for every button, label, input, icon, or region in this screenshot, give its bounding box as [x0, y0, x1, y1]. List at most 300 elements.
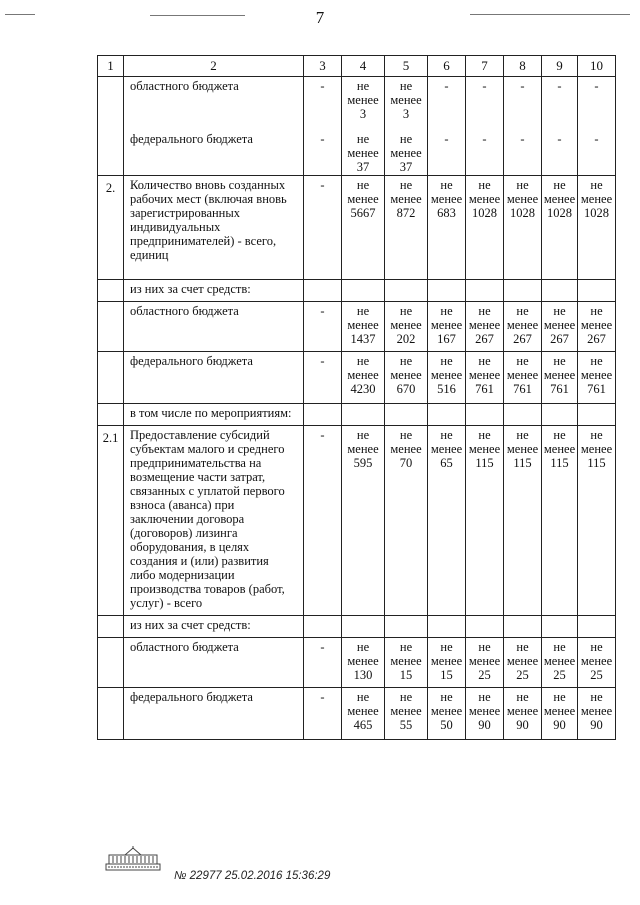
- value-cell: [542, 302, 578, 352]
- row-label: [124, 404, 304, 426]
- text-line: 465: [353, 718, 373, 732]
- value-cell: [578, 426, 616, 616]
- text-line: менее: [390, 192, 422, 206]
- text-line: 761: [550, 382, 569, 396]
- text-line: -: [594, 79, 599, 93]
- text-line: возмещение части затрат,: [130, 470, 266, 484]
- text-line: менее: [468, 192, 501, 206]
- text-line: не: [440, 304, 453, 318]
- text-line: не: [590, 428, 603, 442]
- value-cell: [428, 638, 466, 688]
- text-line: не: [478, 354, 491, 368]
- text-line: не: [516, 304, 529, 318]
- text-line: 115: [513, 456, 532, 470]
- value-cell: [385, 404, 428, 426]
- text-line: не: [399, 79, 413, 93]
- row-number: [98, 280, 124, 302]
- text-line: взноса (аванса) при: [130, 498, 235, 512]
- value-cell: [578, 302, 616, 352]
- text-line: не: [399, 690, 413, 704]
- header-row: [98, 56, 616, 77]
- text-line: не: [399, 354, 413, 368]
- row-label: [124, 688, 304, 740]
- text-line: не: [516, 354, 529, 368]
- text-line: (договоров) лизинга: [130, 526, 238, 540]
- text-line: не: [478, 304, 491, 318]
- value-cell: [542, 616, 578, 638]
- text-line: 1028: [510, 206, 535, 220]
- header-cell-9: 9: [542, 56, 578, 77]
- text-line: 202: [396, 332, 416, 346]
- column-3-cell: -: [304, 688, 342, 740]
- text-line: менее: [468, 704, 501, 718]
- text-line: не: [516, 690, 529, 704]
- building-stamp-icon: [105, 846, 161, 872]
- text-line: предпринимательства на: [130, 456, 262, 470]
- text-line: 25: [553, 668, 566, 682]
- text-line: 115: [475, 456, 494, 470]
- text-line: 115: [587, 456, 606, 470]
- text-line: -: [320, 132, 325, 146]
- text-line: 55: [399, 718, 413, 732]
- text-line: не: [356, 640, 370, 654]
- value-cell: [578, 616, 616, 638]
- row-label: [124, 77, 304, 176]
- text-line: не: [399, 178, 413, 192]
- value-cell: [342, 302, 385, 352]
- row-number: [98, 352, 124, 404]
- row-label: [124, 302, 304, 352]
- text-line: менее: [543, 654, 576, 668]
- value-cell: [578, 280, 616, 302]
- text-line: не: [553, 178, 566, 192]
- value-cell: [466, 688, 504, 740]
- text-line: 1437: [350, 332, 376, 346]
- text-line: 3: [359, 107, 367, 121]
- text-line: не: [356, 304, 370, 318]
- value-cell: [504, 638, 542, 688]
- row-number: [98, 688, 124, 740]
- value-cell: [342, 176, 385, 280]
- text-line: не: [399, 304, 413, 318]
- text-line: менее: [543, 318, 576, 332]
- header-cell-7: 7: [466, 56, 504, 77]
- value-cell: [466, 77, 504, 176]
- value-cell: [342, 638, 385, 688]
- text-line: 267: [475, 332, 494, 346]
- row-label: [124, 426, 304, 616]
- text-line: не: [478, 178, 491, 192]
- text-line: не: [516, 178, 529, 192]
- column-3-cell: [304, 404, 342, 426]
- page-number: 7: [315, 8, 325, 27]
- text-line: не: [553, 690, 566, 704]
- text-line: 37: [399, 160, 413, 174]
- text-line: менее: [347, 704, 379, 718]
- table-row: [98, 176, 616, 280]
- text-line: -: [320, 79, 325, 93]
- text-line: не: [553, 640, 566, 654]
- value-cell: [466, 616, 504, 638]
- value-cell: [385, 688, 428, 740]
- text-line: федерального бюджета: [130, 354, 253, 368]
- text-line: 90: [590, 718, 603, 732]
- value-cell: [385, 77, 428, 176]
- indicators-table: [97, 55, 616, 740]
- value-cell: [385, 280, 428, 302]
- value-cell: [542, 688, 578, 740]
- text-line: не: [399, 428, 413, 442]
- header-cell-8: 8: [504, 56, 542, 77]
- text-line: менее: [580, 318, 613, 332]
- row-label: [124, 280, 304, 302]
- text-line: 1028: [584, 206, 609, 220]
- text-line: 670: [396, 382, 416, 396]
- column-3-cell: -: [304, 352, 342, 404]
- text-line: предпринимателей) - всего,: [130, 234, 277, 248]
- text-line: менее: [430, 704, 463, 718]
- table-row: [98, 280, 616, 302]
- value-cell: [385, 176, 428, 280]
- value-cell: [428, 426, 466, 616]
- value-cell: [504, 302, 542, 352]
- column-3-cell: -: [304, 426, 342, 616]
- text-line: не: [356, 428, 370, 442]
- text-line: 595: [353, 456, 373, 470]
- value-cell: [385, 426, 428, 616]
- text-line: единиц: [130, 248, 169, 262]
- text-line: -: [444, 79, 449, 93]
- text-line: не: [590, 178, 603, 192]
- text-line: 90: [478, 718, 491, 732]
- text-line: из них за счет средств:: [130, 618, 251, 632]
- value-cell: [342, 616, 385, 638]
- column-3-cell: [304, 280, 342, 302]
- value-cell: [578, 176, 616, 280]
- value-cell: [342, 352, 385, 404]
- header-cell-5: 5: [385, 56, 428, 77]
- text-line: не: [590, 304, 603, 318]
- row-number: [98, 616, 124, 638]
- table-row: [98, 638, 616, 688]
- text-line: -: [482, 132, 487, 146]
- text-line: менее: [468, 654, 501, 668]
- value-cell: [504, 404, 542, 426]
- text-line: 130: [353, 668, 373, 682]
- value-cell: [504, 352, 542, 404]
- text-line: 25: [590, 668, 603, 682]
- text-line: областного бюджета: [130, 640, 239, 654]
- text-line: не: [356, 132, 370, 146]
- text-line: не: [440, 690, 453, 704]
- value-cell: [578, 352, 616, 404]
- value-cell: [504, 77, 542, 176]
- value-cell: [428, 77, 466, 176]
- value-cell: [466, 176, 504, 280]
- text-line: менее: [347, 318, 379, 332]
- text-line: менее: [506, 368, 539, 382]
- value-cell: [466, 352, 504, 404]
- header-cell-10: 10: [578, 56, 616, 77]
- text-line: менее: [430, 442, 463, 456]
- registration-number: № 22977 25.02.2016 15:36:29: [174, 870, 331, 882]
- header-cell-2: 2: [124, 56, 304, 77]
- column-3-cell: -: [304, 638, 342, 688]
- table-row: [98, 77, 616, 176]
- value-cell: [542, 426, 578, 616]
- text-line: менее: [580, 368, 613, 382]
- text-line: -: [520, 132, 525, 146]
- text-line: 37: [356, 160, 370, 174]
- text-line: не: [399, 640, 413, 654]
- text-line: 25: [478, 668, 491, 682]
- text-line: Предоставление субсидий: [130, 428, 270, 442]
- text-line: менее: [543, 442, 576, 456]
- text-line: не: [590, 640, 603, 654]
- text-line: менее: [390, 442, 422, 456]
- text-line: не: [440, 640, 453, 654]
- value-cell: [428, 688, 466, 740]
- text-line: 70: [399, 456, 413, 470]
- value-cell: [342, 688, 385, 740]
- value-cell: [428, 176, 466, 280]
- text-line: не: [440, 178, 453, 192]
- text-line: менее: [506, 442, 539, 456]
- value-cell: [542, 352, 578, 404]
- text-line: не: [553, 304, 566, 318]
- text-line: 15: [440, 668, 453, 682]
- text-line: менее: [430, 654, 463, 668]
- value-cell: [542, 176, 578, 280]
- value-cell: [504, 176, 542, 280]
- text-line: 4230: [350, 382, 376, 396]
- text-line: менее: [347, 654, 379, 668]
- text-line: зарегистрированных: [130, 206, 241, 220]
- text-line: менее: [347, 442, 379, 456]
- text-line: менее: [347, 146, 379, 160]
- text-line: 115: [550, 456, 569, 470]
- value-cell: [342, 404, 385, 426]
- value-cell: [385, 302, 428, 352]
- header-cell-3: 3: [304, 56, 342, 77]
- value-cell: [466, 280, 504, 302]
- value-cell: [578, 77, 616, 176]
- value-cell: [466, 426, 504, 616]
- column-3-cell: [304, 77, 342, 176]
- text-line: не: [356, 690, 370, 704]
- text-line: менее: [506, 704, 539, 718]
- text-line: 5667: [350, 206, 376, 220]
- text-line: оборудования, в целях: [130, 540, 250, 554]
- text-line: -: [594, 132, 599, 146]
- text-line: 25: [516, 668, 529, 682]
- text-line: 90: [553, 718, 566, 732]
- text-line: не: [399, 132, 413, 146]
- value-cell: [466, 404, 504, 426]
- text-line: -: [444, 132, 449, 146]
- text-line: создания и (или) развития: [130, 554, 269, 568]
- column-3-cell: -: [304, 176, 342, 280]
- column-3-cell: -: [304, 302, 342, 352]
- header-cell-6: 6: [428, 56, 466, 77]
- value-cell: [578, 688, 616, 740]
- text-line: не: [516, 428, 529, 442]
- text-line: не: [356, 354, 370, 368]
- text-line: не: [516, 640, 529, 654]
- value-cell: [342, 77, 385, 176]
- text-line: не: [478, 428, 491, 442]
- row-label: [124, 352, 304, 404]
- table-row: [98, 352, 616, 404]
- value-cell: [385, 638, 428, 688]
- text-line: 267: [513, 332, 532, 346]
- table-row: [98, 302, 616, 352]
- text-line: менее: [506, 318, 539, 332]
- table-row: [98, 426, 616, 616]
- text-line: услуг) - всего: [130, 596, 203, 610]
- text-line: менее: [580, 704, 613, 718]
- text-line: 167: [437, 332, 456, 346]
- value-cell: [385, 616, 428, 638]
- value-cell: [466, 638, 504, 688]
- text-line: менее: [468, 368, 501, 382]
- text-line: Количество вновь созданных: [130, 178, 286, 192]
- text-line: -: [520, 79, 525, 93]
- text-line: 516: [437, 382, 456, 396]
- text-line: менее: [390, 704, 422, 718]
- row-number: [98, 302, 124, 352]
- value-cell: [504, 280, 542, 302]
- text-line: менее: [390, 318, 422, 332]
- text-line: не: [553, 428, 566, 442]
- text-line: субъектам малого и среднего: [130, 442, 285, 456]
- text-line: 1028: [472, 206, 497, 220]
- value-cell: [428, 616, 466, 638]
- row-number: [98, 638, 124, 688]
- table-row: [98, 616, 616, 638]
- value-cell: [542, 77, 578, 176]
- text-line: 683: [437, 206, 456, 220]
- text-line: менее: [430, 318, 463, 332]
- text-line: не: [590, 690, 603, 704]
- text-line: менее: [543, 192, 576, 206]
- row-number: 2.: [98, 176, 124, 280]
- value-cell: [542, 638, 578, 688]
- row-number: [98, 77, 124, 176]
- value-cell: [504, 426, 542, 616]
- text-line: заключении договора: [130, 512, 245, 526]
- text-line: менее: [468, 318, 501, 332]
- text-line: -: [557, 79, 562, 93]
- text-line: 761: [513, 382, 532, 396]
- value-cell: [428, 352, 466, 404]
- header-cell-1: 1: [98, 56, 124, 77]
- text-line: менее: [468, 442, 501, 456]
- text-line: не: [590, 354, 603, 368]
- header-cell-4: 4: [342, 56, 385, 77]
- text-line: в том числе по мероприятиям:: [130, 406, 292, 420]
- text-line: менее: [580, 192, 613, 206]
- text-line: 50: [440, 718, 453, 732]
- text-line: не: [553, 354, 566, 368]
- text-line: рабочих мест (включая вновь: [130, 192, 287, 206]
- table-row: [98, 404, 616, 426]
- text-line: 267: [587, 332, 606, 346]
- text-line: не: [478, 640, 491, 654]
- text-line: 872: [396, 206, 416, 220]
- text-line: менее: [506, 654, 539, 668]
- row-number: 2.1: [98, 426, 124, 616]
- value-cell: [428, 404, 466, 426]
- value-cell: [385, 352, 428, 404]
- scan-top-line: [0, 14, 640, 16]
- text-line: либо модернизации: [130, 568, 235, 582]
- text-line: менее: [390, 146, 422, 160]
- value-cell: [542, 404, 578, 426]
- text-line: -: [482, 79, 487, 93]
- text-line: не: [440, 428, 453, 442]
- text-line: 761: [475, 382, 494, 396]
- value-cell: [342, 280, 385, 302]
- text-line: федерального бюджета: [130, 132, 253, 146]
- value-cell: [504, 616, 542, 638]
- text-line: менее: [543, 368, 576, 382]
- value-cell: [342, 426, 385, 616]
- table-row: [98, 688, 616, 740]
- row-label: [124, 176, 304, 280]
- text-line: менее: [390, 368, 422, 382]
- text-line: не: [356, 178, 370, 192]
- text-line: областного бюджета: [130, 304, 239, 318]
- text-line: менее: [506, 192, 539, 206]
- text-line: из них за счет средств:: [130, 282, 251, 296]
- value-cell: [428, 280, 466, 302]
- text-line: 65: [440, 456, 453, 470]
- row-label: [124, 616, 304, 638]
- text-line: менее: [347, 368, 379, 382]
- text-line: менее: [347, 192, 379, 206]
- value-cell: [466, 302, 504, 352]
- text-line: менее: [430, 368, 463, 382]
- value-cell: [428, 302, 466, 352]
- text-line: -: [557, 132, 562, 146]
- text-line: областного бюджета: [130, 79, 239, 93]
- text-line: менее: [580, 654, 613, 668]
- text-line: производства товаров (работ,: [130, 582, 285, 596]
- text-line: не: [478, 690, 491, 704]
- row-number: [98, 404, 124, 426]
- value-cell: [542, 280, 578, 302]
- text-line: менее: [430, 192, 463, 206]
- text-line: федерального бюджета: [130, 690, 253, 704]
- text-line: менее: [390, 93, 422, 107]
- text-line: 1028: [547, 206, 572, 220]
- value-cell: [504, 688, 542, 740]
- value-cell: [578, 404, 616, 426]
- text-line: 15: [399, 668, 413, 682]
- text-line: индивидуальных: [130, 220, 221, 234]
- row-label: [124, 638, 304, 688]
- text-line: 761: [587, 382, 606, 396]
- value-cell: [578, 638, 616, 688]
- text-line: не: [440, 354, 453, 368]
- text-line: менее: [347, 93, 379, 107]
- column-3-cell: [304, 616, 342, 638]
- text-line: менее: [390, 654, 422, 668]
- text-line: связанных с уплатой первого: [130, 484, 285, 498]
- text-line: менее: [543, 704, 576, 718]
- text-line: 3: [402, 107, 410, 121]
